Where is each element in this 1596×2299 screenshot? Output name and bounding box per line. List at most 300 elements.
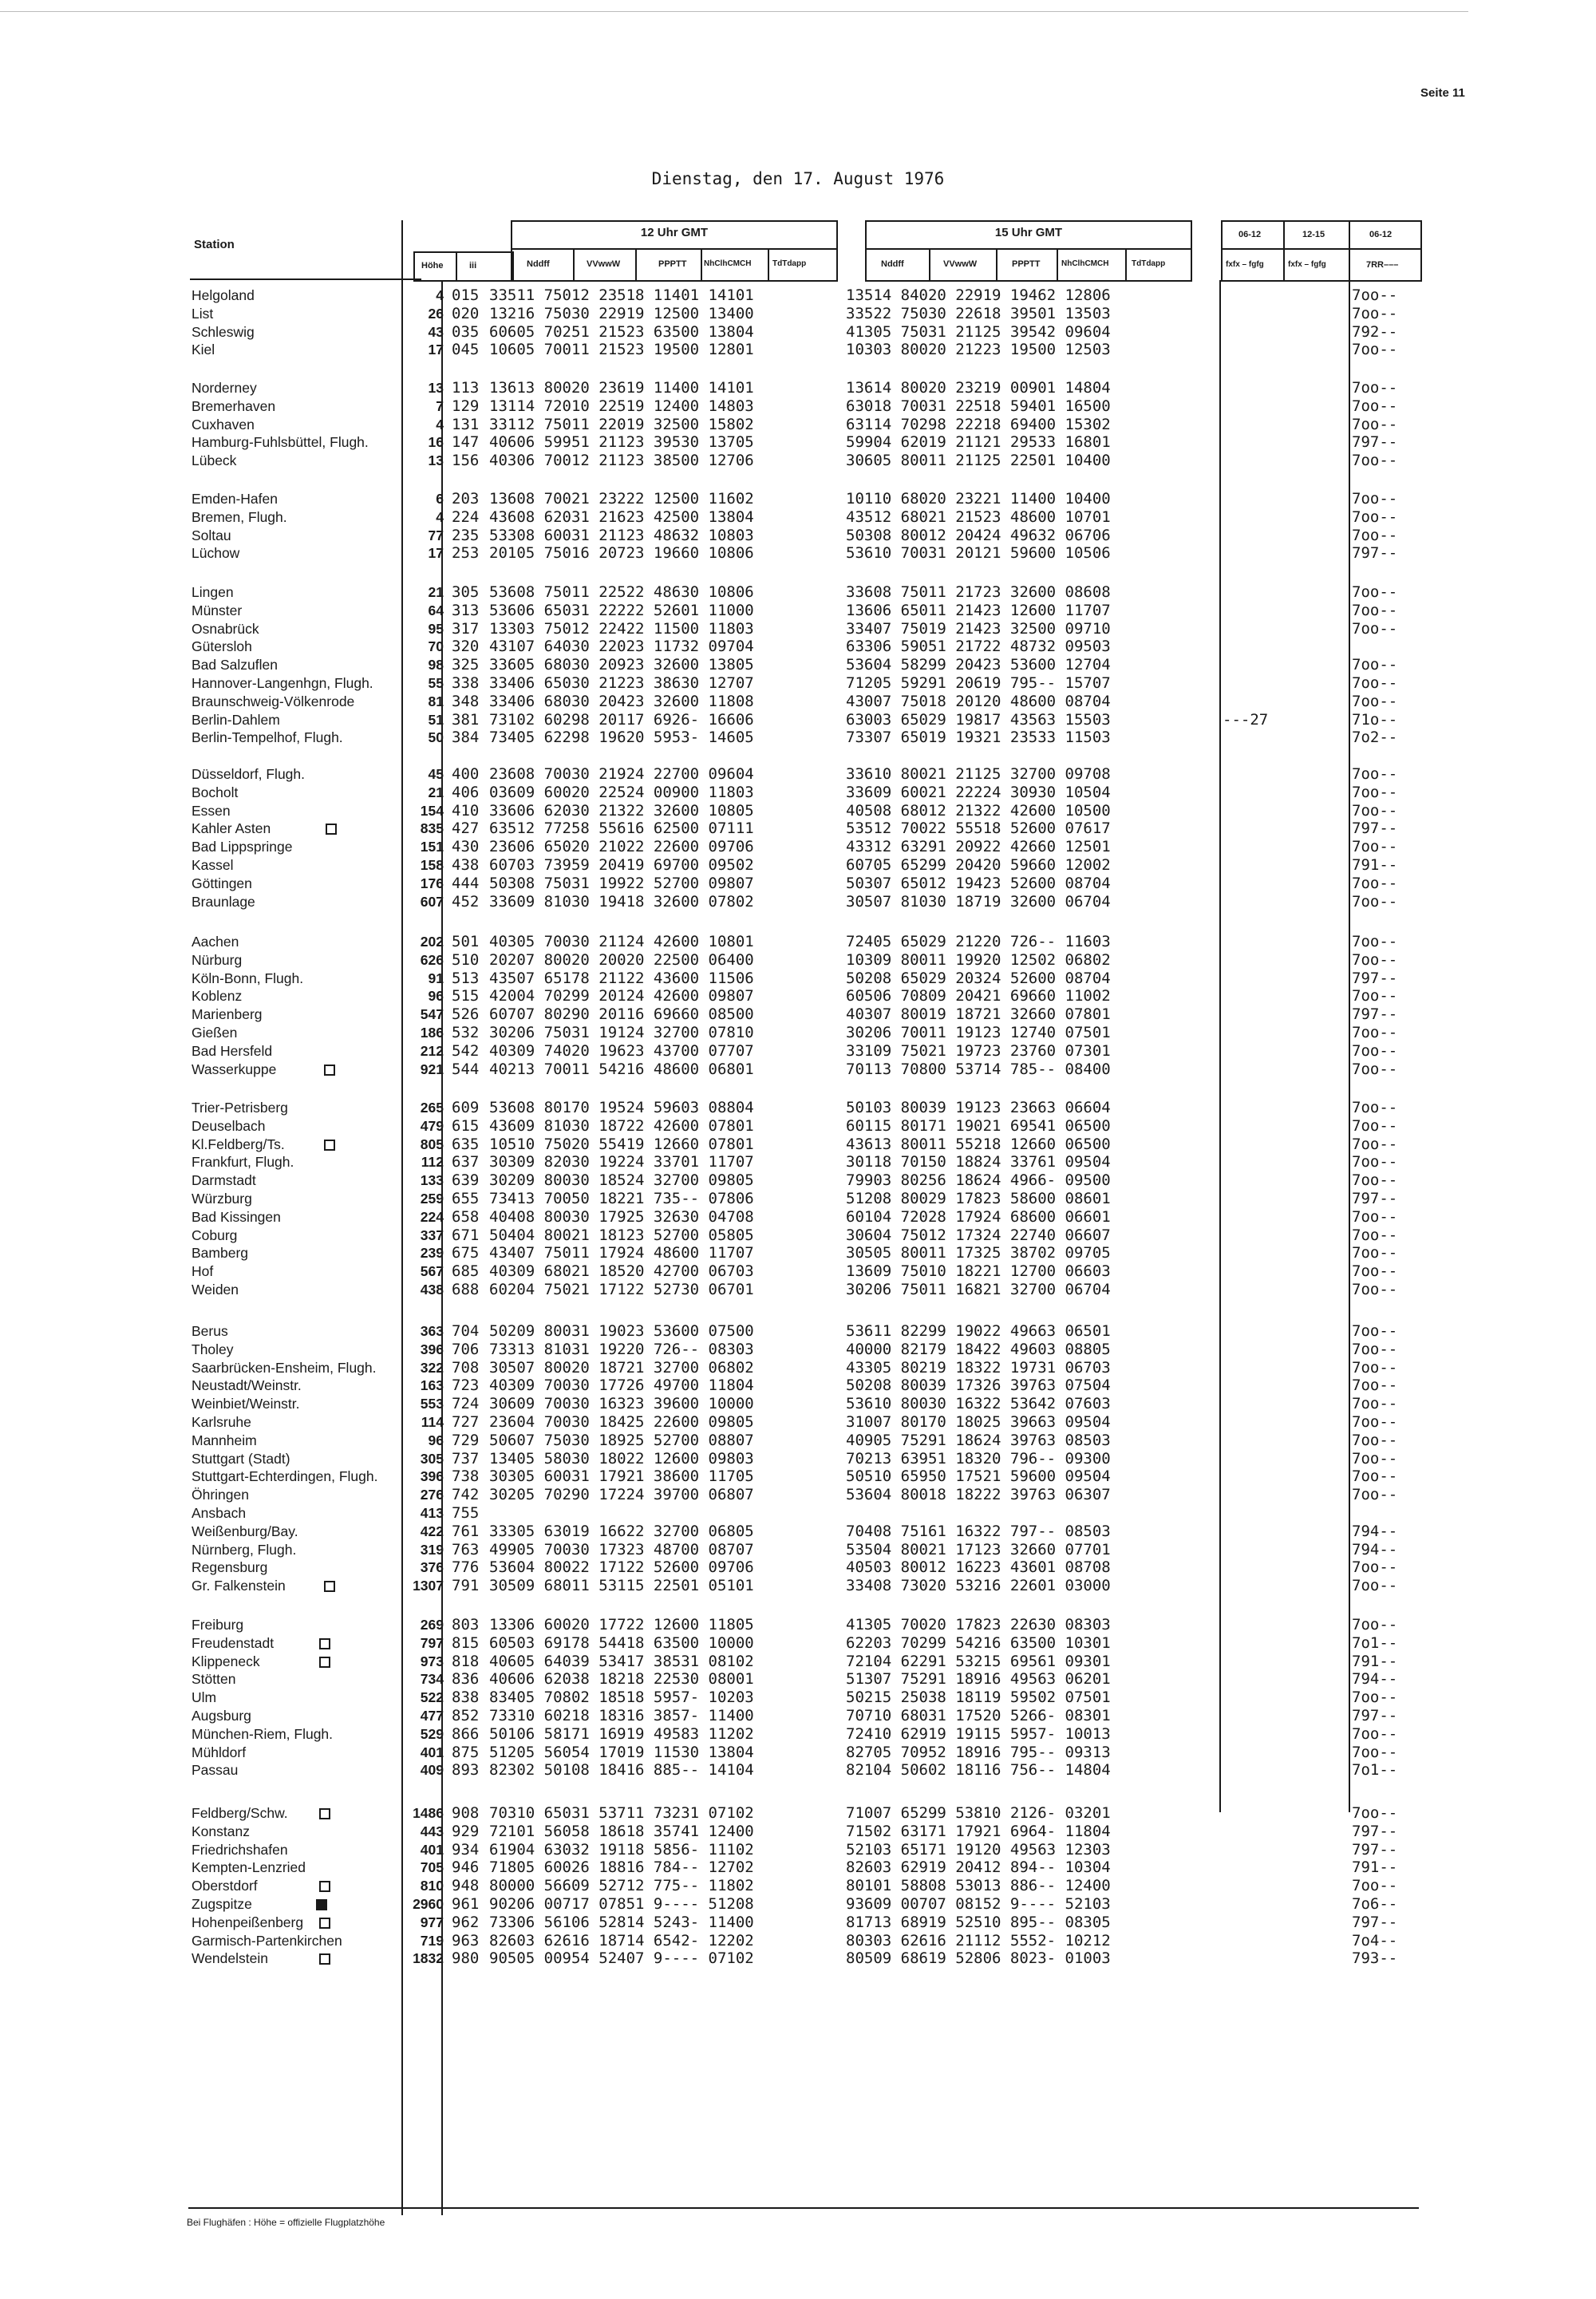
rr-value: 7oo-- bbox=[1352, 1099, 1398, 1116]
data-15-gmt: 40508 68012 21322 42600 10500 bbox=[846, 801, 1111, 820]
top-edge-line bbox=[0, 11, 1468, 12]
data-12-gmt: 60503 69178 54418 63500 10000 bbox=[489, 1633, 754, 1652]
station-hoehe: 55 bbox=[428, 675, 444, 691]
station-name: Garmisch-Partenkirchen bbox=[192, 1932, 342, 1949]
rr-value: 7oo-- bbox=[1352, 1244, 1398, 1262]
station-iii: 156 bbox=[452, 452, 480, 470]
data-15-gmt: 93609 00707 08152 9---- 52103 bbox=[846, 1895, 1111, 1913]
station-iii: 452 bbox=[452, 892, 480, 911]
rr-value: 7oo-- bbox=[1352, 1153, 1398, 1171]
station-hoehe: 154 bbox=[420, 802, 444, 819]
data-15-gmt: 51208 80029 17823 58600 08601 bbox=[846, 1190, 1111, 1207]
station-hoehe: 13 bbox=[428, 380, 444, 396]
station-name: Köln-Bonn, Flugh. bbox=[192, 970, 304, 986]
data-15-gmt: 33610 80021 21125 32700 09708 bbox=[846, 765, 1111, 783]
station-name: Passau bbox=[192, 1762, 239, 1779]
station-iii: 639 bbox=[452, 1171, 480, 1190]
station-name: Koblenz bbox=[192, 988, 243, 1005]
data-15-gmt: 40307 80019 18721 32660 07801 bbox=[846, 1005, 1111, 1024]
station-hoehe: 81 bbox=[428, 693, 444, 709]
station-name: Lüchow bbox=[192, 545, 240, 562]
data-15-gmt: 30206 70011 19123 12740 07501 bbox=[846, 1024, 1111, 1041]
station-iii: 406 bbox=[452, 783, 480, 801]
station-iii: 444 bbox=[452, 874, 480, 892]
rr-value: 7oo-- bbox=[1352, 1207, 1398, 1226]
station-hoehe: 50 bbox=[428, 729, 444, 746]
data-12-gmt: 30205 70290 17224 39700 06807 bbox=[489, 1486, 754, 1504]
header-station: Station bbox=[194, 238, 235, 251]
data-12-gmt: 33406 68030 20423 32600 11808 bbox=[489, 692, 754, 710]
station-iii: 685 bbox=[452, 1262, 480, 1281]
station-hoehe: 239 bbox=[420, 1245, 444, 1262]
rr-value: 7oo-- bbox=[1352, 619, 1398, 638]
rr-value: 7oo-- bbox=[1352, 765, 1398, 783]
rr-value: 7o1-- bbox=[1352, 1761, 1398, 1780]
header-extra-top-1: 06-12 bbox=[1238, 230, 1262, 239]
data-12-gmt: 90206 00717 07851 9---- 51208 bbox=[489, 1895, 754, 1913]
data-12-gmt: 73306 56106 52814 5243- 11400 bbox=[489, 1913, 754, 1931]
station-iii: 791 bbox=[452, 1577, 480, 1595]
data-12-gmt: 30507 80020 18721 32700 06802 bbox=[489, 1358, 754, 1377]
station-iii: 609 bbox=[452, 1099, 480, 1116]
data-12-gmt: 33609 81030 19418 32600 07802 bbox=[489, 892, 754, 911]
rr-value: 7oo-- bbox=[1352, 304, 1398, 322]
station-iii: 946 bbox=[452, 1859, 480, 1877]
rr-value: 7oo-- bbox=[1352, 1467, 1398, 1486]
data-12-gmt: 33305 63019 16622 32700 06805 bbox=[489, 1522, 754, 1540]
data-12-gmt: 13303 75012 22422 11500 11803 bbox=[489, 619, 754, 638]
station-name: Würzburg bbox=[192, 1191, 252, 1207]
station-iii: 381 bbox=[452, 710, 480, 729]
station-iii: 410 bbox=[452, 801, 480, 820]
station-iii: 671 bbox=[452, 1226, 480, 1244]
data-12-gmt: 33112 75011 22019 32500 15802 bbox=[489, 415, 754, 433]
station-hoehe: 547 bbox=[420, 1006, 444, 1023]
rr-value: 7oo-- bbox=[1352, 692, 1398, 710]
station-hoehe: 797 bbox=[420, 1634, 444, 1651]
station-name: Karlsruhe bbox=[192, 1414, 251, 1430]
station-marker-box bbox=[316, 1899, 327, 1910]
data-15-gmt: 30507 81030 18719 32600 06704 bbox=[846, 892, 1111, 911]
data-12-gmt: 33511 75012 23518 11401 14101 bbox=[489, 286, 754, 304]
data-12-gmt: 13216 75030 22919 12500 13400 bbox=[489, 304, 754, 322]
data-15-gmt: 40503 80012 16223 43601 08708 bbox=[846, 1558, 1111, 1577]
station-iii: 320 bbox=[452, 638, 480, 656]
rr-value: 7oo-- bbox=[1352, 1431, 1398, 1449]
station-hoehe: 163 bbox=[420, 1377, 444, 1394]
data-12-gmt: 23606 65020 21022 22600 09706 bbox=[489, 838, 754, 856]
rr-value: 791-- bbox=[1352, 1652, 1398, 1670]
station-hoehe: 4 bbox=[436, 416, 444, 433]
station-name: Schleswig bbox=[192, 323, 255, 340]
data-15-gmt: 10303 80020 21223 19500 12503 bbox=[846, 341, 1111, 359]
station-iii: 513 bbox=[452, 969, 480, 987]
station-name: Lingen bbox=[192, 584, 234, 600]
station-hoehe: 224 bbox=[420, 1208, 444, 1225]
data-12-gmt: 33606 62030 21322 32600 10805 bbox=[489, 801, 754, 820]
station-iii: 129 bbox=[452, 397, 480, 415]
station-iii: 723 bbox=[452, 1377, 480, 1395]
station-marker-box bbox=[324, 1581, 335, 1592]
rr-value: 7oo-- bbox=[1352, 1689, 1398, 1707]
data-12-gmt: 33406 65030 21223 38630 12707 bbox=[489, 674, 754, 692]
header-15-col-5: TdTdapp bbox=[1132, 259, 1166, 268]
station-iii: 838 bbox=[452, 1689, 480, 1707]
station-name: Nürnberg, Flugh. bbox=[192, 1541, 297, 1558]
data-12-gmt: 90505 00954 52407 9---- 07102 bbox=[489, 1949, 754, 1968]
data-15-gmt: 50307 65012 19423 52600 08704 bbox=[846, 874, 1111, 892]
data-12-gmt: 13306 60020 17722 12600 11805 bbox=[489, 1616, 754, 1633]
page-label: Seite 11 bbox=[1420, 86, 1465, 100]
data-15-gmt: 80509 68619 52806 8023- 01003 bbox=[846, 1949, 1111, 1968]
rr-value: 7oo-- bbox=[1352, 1449, 1398, 1467]
station-hoehe: 409 bbox=[420, 1762, 444, 1779]
data-12-gmt: 43608 62031 21623 42500 13804 bbox=[489, 508, 754, 526]
station-iii: 763 bbox=[452, 1540, 480, 1558]
rr-value: 7oo-- bbox=[1352, 1060, 1398, 1078]
station-iii: 704 bbox=[452, 1322, 480, 1340]
station-iii: 532 bbox=[452, 1024, 480, 1041]
station-hoehe: 151 bbox=[420, 839, 444, 855]
data-15-gmt: 10110 68020 23221 11400 10400 bbox=[846, 490, 1111, 508]
station-hoehe: 17 bbox=[428, 545, 444, 562]
station-hoehe: 376 bbox=[420, 1559, 444, 1576]
data-12-gmt: 40606 62038 18218 22530 08001 bbox=[489, 1670, 754, 1689]
rr-column-rule bbox=[1349, 280, 1350, 1812]
header-15-col-1: Nddff bbox=[881, 259, 904, 269]
data-15-gmt: 30505 80011 17325 38702 09705 bbox=[846, 1244, 1111, 1262]
rr-value: 7oo-- bbox=[1352, 933, 1398, 950]
data-12-gmt: 40408 80030 17925 32630 04708 bbox=[489, 1207, 754, 1226]
station-hoehe: 95 bbox=[428, 620, 444, 637]
data-15-gmt: 50308 80012 20424 49632 06706 bbox=[846, 526, 1111, 544]
data-12-gmt: 43507 65178 21122 43600 11506 bbox=[489, 969, 754, 987]
station-iii: 934 bbox=[452, 1840, 480, 1859]
header-12-col-1: Nddff bbox=[527, 259, 550, 269]
col-div bbox=[929, 250, 930, 280]
station-hoehe: 21 bbox=[428, 784, 444, 800]
data-12-gmt: 33605 68030 20923 32600 13805 bbox=[489, 656, 754, 674]
data-12-gmt: 40305 70030 21124 42600 10801 bbox=[489, 933, 754, 950]
rr-value: 7oo-- bbox=[1352, 508, 1398, 526]
rr-value: 7oo-- bbox=[1352, 1116, 1398, 1135]
station-iii: 948 bbox=[452, 1877, 480, 1895]
data-15-gmt: 40000 82179 18422 49603 08805 bbox=[846, 1340, 1111, 1358]
station-name: Gütersloh bbox=[192, 638, 252, 655]
header-15-col-4: NhClhCMCH bbox=[1061, 259, 1109, 268]
station-marker-box bbox=[319, 1918, 330, 1929]
data-12-gmt: 53308 60031 21123 48632 10803 bbox=[489, 526, 754, 544]
station-name: Stötten bbox=[192, 1671, 236, 1688]
rr-value: 7o4-- bbox=[1352, 1931, 1398, 1949]
data-15-gmt: 13606 65011 21423 12600 11707 bbox=[846, 601, 1111, 619]
station-iii: 313 bbox=[452, 601, 480, 619]
data-15-gmt: 80101 58808 53013 886-- 12400 bbox=[846, 1877, 1111, 1895]
station-hoehe: 6 bbox=[436, 491, 444, 507]
rr-value: 7oo-- bbox=[1352, 1724, 1398, 1743]
station-name: Weiden bbox=[192, 1282, 239, 1298]
station-hoehe: 176 bbox=[420, 875, 444, 891]
station-iii: 510 bbox=[452, 950, 480, 969]
station-iii: 980 bbox=[452, 1949, 480, 1968]
station-iii: 515 bbox=[452, 987, 480, 1005]
station-hoehe: 553 bbox=[420, 1396, 444, 1412]
data-12-gmt: 20105 75016 20723 19660 10806 bbox=[489, 544, 754, 563]
rr-value: 7oo-- bbox=[1352, 526, 1398, 544]
station-iii: 203 bbox=[452, 490, 480, 508]
station-hoehe: 522 bbox=[420, 1689, 444, 1706]
data-15-gmt: 81713 68919 52510 895-- 08305 bbox=[846, 1913, 1111, 1931]
rr-value: 71o-- bbox=[1352, 710, 1398, 729]
station-hoehe: 45 bbox=[428, 766, 444, 782]
station-hoehe: 259 bbox=[420, 1191, 444, 1207]
station-iii: 317 bbox=[452, 619, 480, 638]
station-hoehe: 2960 bbox=[413, 1896, 444, 1912]
data-12-gmt: 60605 70251 21523 63500 13804 bbox=[489, 322, 754, 341]
page-title: Dienstag, den 17. August 1976 bbox=[651, 169, 945, 188]
station-hoehe: 626 bbox=[420, 951, 444, 968]
rr-value: 797-- bbox=[1352, 969, 1398, 987]
station-hoehe: 805 bbox=[420, 1136, 444, 1152]
data-15-gmt: 60705 65299 20420 59660 12002 bbox=[846, 856, 1111, 874]
rr-value: 7oo-- bbox=[1352, 1804, 1398, 1822]
station-name: Cuxhaven bbox=[192, 416, 255, 433]
station-iii: 961 bbox=[452, 1895, 480, 1913]
station-name: Münster bbox=[192, 602, 243, 618]
station-iii: 235 bbox=[452, 526, 480, 544]
station-name: Konstanz bbox=[192, 1823, 250, 1839]
data-15-gmt: 80303 62616 21112 5552- 10212 bbox=[846, 1931, 1111, 1949]
data-12-gmt: 71805 60026 18816 784-- 12702 bbox=[489, 1859, 754, 1877]
rr-value: 7oo-- bbox=[1352, 1171, 1398, 1190]
station-hoehe: 26 bbox=[428, 305, 444, 322]
station-hoehe: 319 bbox=[420, 1541, 444, 1558]
station-marker-box bbox=[326, 824, 337, 835]
data-15-gmt: 62203 70299 54216 63500 10301 bbox=[846, 1633, 1111, 1652]
data-15-gmt: 59904 62019 21121 29533 16801 bbox=[846, 433, 1111, 452]
data-15-gmt: 53504 80021 17123 32660 07701 bbox=[846, 1540, 1111, 1558]
data-15-gmt: 71007 65299 53810 2126- 03201 bbox=[846, 1804, 1111, 1822]
data-12-gmt: 10510 75020 55419 12660 07801 bbox=[489, 1135, 754, 1153]
data-15-gmt: 13614 80020 23219 00901 14804 bbox=[846, 379, 1111, 397]
data-12-gmt: 60204 75021 17122 52730 06701 bbox=[489, 1281, 754, 1298]
data-15-gmt: 30605 80011 21125 22501 10400 bbox=[846, 452, 1111, 470]
header-12-col-2: VVwwW bbox=[587, 259, 621, 269]
data-12-gmt: 40606 59951 21123 39530 13705 bbox=[489, 433, 754, 452]
station-name: Stuttgart-Echterdingen, Flugh. bbox=[192, 1468, 378, 1485]
data-12-gmt: 72101 56058 18618 35741 12400 bbox=[489, 1822, 754, 1840]
station-name: Weinbiet/Weinstr. bbox=[192, 1396, 300, 1412]
data-15-gmt: 30118 70150 18824 33761 09504 bbox=[846, 1153, 1111, 1171]
station-iii: 427 bbox=[452, 820, 480, 838]
station-name: Wendelstein bbox=[192, 1950, 268, 1967]
station-name: Ansbach bbox=[192, 1505, 247, 1521]
station-name: Gießen bbox=[192, 1025, 238, 1041]
station-iii: 637 bbox=[452, 1153, 480, 1171]
station-hoehe: 77 bbox=[428, 527, 444, 543]
station-iii: 655 bbox=[452, 1190, 480, 1207]
rr-value: 797-- bbox=[1352, 1005, 1398, 1024]
station-iii: 742 bbox=[452, 1486, 480, 1504]
station-hoehe: 202 bbox=[420, 934, 444, 950]
station-marker-box bbox=[324, 1065, 335, 1076]
data-12-gmt: 13114 72010 22519 12400 14803 bbox=[489, 397, 754, 415]
data-12-gmt: 83405 70802 18518 5957- 10203 bbox=[489, 1689, 754, 1707]
station-name: Regensburg bbox=[192, 1559, 268, 1576]
header-extra-top-2: 12-15 bbox=[1302, 230, 1325, 239]
data-15-gmt: 51307 75291 18916 49563 06201 bbox=[846, 1670, 1111, 1689]
station-name: Emden-Hafen bbox=[192, 491, 278, 507]
station-iii: 962 bbox=[452, 1913, 480, 1931]
station-name: Essen bbox=[192, 802, 231, 819]
station-name: Bad Hersfeld bbox=[192, 1042, 273, 1059]
station-name: Bremen, Flugh. bbox=[192, 508, 287, 525]
data-12-gmt: 30309 82030 19224 33701 11707 bbox=[489, 1153, 754, 1171]
rr-value: 7o2-- bbox=[1352, 729, 1398, 747]
station-name: Wasserkuppe bbox=[192, 1061, 277, 1077]
header-15-split bbox=[865, 248, 1192, 250]
station-iii: 253 bbox=[452, 544, 480, 563]
station-iii: 737 bbox=[452, 1449, 480, 1467]
station-name: Neustadt/Weinstr. bbox=[192, 1377, 302, 1394]
data-15-gmt: 30604 75012 17324 22740 06607 bbox=[846, 1226, 1111, 1244]
station-name: Braunlage bbox=[192, 893, 255, 910]
station-iii: 035 bbox=[452, 322, 480, 341]
data-12-gmt: 61904 63032 19118 5856- 11102 bbox=[489, 1840, 754, 1859]
rr-value: 797-- bbox=[1352, 1840, 1398, 1859]
data-15-gmt: 50208 80039 17326 39763 07504 bbox=[846, 1377, 1111, 1395]
data-15-gmt: 53604 80018 18222 39763 06307 bbox=[846, 1486, 1111, 1504]
data-15-gmt: 60104 72028 17924 68600 06601 bbox=[846, 1207, 1111, 1226]
data-15-gmt: 13609 75010 18221 12700 06603 bbox=[846, 1262, 1111, 1281]
data-15-gmt: 43007 75018 20120 48600 08704 bbox=[846, 692, 1111, 710]
station-iii: 963 bbox=[452, 1931, 480, 1949]
data-15-gmt: 70113 70800 53714 785-- 08400 bbox=[846, 1060, 1111, 1078]
rr-value: 7oo-- bbox=[1352, 1577, 1398, 1595]
station-iii: 045 bbox=[452, 341, 480, 359]
station-name: Aachen bbox=[192, 934, 239, 950]
data-15-gmt: 70213 63951 18320 796-- 09300 bbox=[846, 1449, 1111, 1467]
station-hoehe: 13 bbox=[428, 452, 444, 469]
data-15-gmt: 33109 75021 19723 23760 07301 bbox=[846, 1041, 1111, 1060]
station-iii: 724 bbox=[452, 1395, 480, 1413]
col-div bbox=[701, 250, 702, 280]
data-12-gmt: 53604 80022 17122 52600 09706 bbox=[489, 1558, 754, 1577]
station-hoehe: 269 bbox=[420, 1617, 444, 1633]
rr-value: 797-- bbox=[1352, 1707, 1398, 1724]
station-hoehe: 21 bbox=[428, 584, 444, 600]
station-name: München-Riem, Flugh. bbox=[192, 1725, 334, 1742]
station-hoehe: 17 bbox=[428, 342, 444, 358]
rr-value: 797-- bbox=[1352, 1190, 1398, 1207]
header-hoehe: Höhe bbox=[421, 261, 444, 271]
data-12-gmt: 50308 75031 19922 52700 09807 bbox=[489, 874, 754, 892]
data-12-gmt: 20207 80020 20020 22500 06400 bbox=[489, 950, 754, 969]
data-12-gmt: 51205 56054 17019 11530 13804 bbox=[489, 1743, 754, 1761]
station-hoehe: 705 bbox=[420, 1859, 444, 1876]
data-15-gmt: 79903 80256 18624 4966- 09500 bbox=[846, 1171, 1111, 1190]
station-hoehe: 567 bbox=[420, 1263, 444, 1280]
data-12-gmt: 82302 50108 18416 885-- 14104 bbox=[489, 1761, 754, 1780]
station-iii: 688 bbox=[452, 1281, 480, 1298]
data-12-gmt: 30206 75031 19124 32700 07810 bbox=[489, 1024, 754, 1041]
station-iii: 908 bbox=[452, 1804, 480, 1822]
rr-value: 7oo-- bbox=[1352, 1262, 1398, 1281]
station-name: Kahler Asten bbox=[192, 820, 271, 837]
header-iii: iii bbox=[469, 261, 477, 271]
data-12-gmt: 13613 80020 23619 11400 14101 bbox=[489, 379, 754, 397]
station-marker-box bbox=[319, 1881, 330, 1892]
rr-value: 7oo-- bbox=[1352, 1041, 1398, 1060]
station-iii: 875 bbox=[452, 1743, 480, 1761]
data-15-gmt: 70408 75161 16322 797-- 08503 bbox=[846, 1522, 1111, 1540]
rr-value: 7oo-- bbox=[1352, 874, 1398, 892]
data-15-gmt: 50208 65029 20324 52600 08704 bbox=[846, 969, 1111, 987]
station-name: Saarbrücken-Ensheim, Flugh. bbox=[192, 1359, 377, 1376]
station-hoehe: 114 bbox=[421, 1414, 444, 1430]
station-hoehe: 810 bbox=[420, 1878, 444, 1894]
data-15-gmt: 82603 62919 20412 894-- 10304 bbox=[846, 1859, 1111, 1877]
station-hoehe: 305 bbox=[420, 1450, 444, 1467]
station-hoehe: 401 bbox=[420, 1841, 444, 1858]
station-name: Hohenpeißenberg bbox=[192, 1914, 304, 1930]
header-underline bbox=[190, 278, 421, 280]
station-hoehe: 51 bbox=[428, 711, 444, 728]
rr-value: 7oo-- bbox=[1352, 783, 1398, 801]
station-hoehe: 973 bbox=[420, 1653, 444, 1669]
data-12-gmt: 40213 70011 54216 48600 06801 bbox=[489, 1060, 754, 1078]
data-15-gmt: 73307 65019 19321 23533 11503 bbox=[846, 729, 1111, 747]
rr-value: 797-- bbox=[1352, 820, 1398, 838]
data-12-gmt: 53606 65031 22222 52601 11000 bbox=[489, 601, 754, 619]
data-12-gmt: 03609 60020 22524 00900 11803 bbox=[489, 783, 754, 801]
station-iii: 675 bbox=[452, 1244, 480, 1262]
station-name: Göttingen bbox=[192, 875, 252, 891]
station-name: Kempten-Lenzried bbox=[192, 1859, 306, 1876]
station-hoehe: 186 bbox=[420, 1025, 444, 1041]
station-name: Düsseldorf, Flugh. bbox=[192, 766, 306, 782]
station-iii: 738 bbox=[452, 1467, 480, 1486]
data-15-gmt: 63114 70298 22218 69400 15302 bbox=[846, 415, 1111, 433]
station-marker-box bbox=[319, 1808, 330, 1819]
rr-value: 7oo-- bbox=[1352, 490, 1398, 508]
rr-value: 792-- bbox=[1352, 322, 1398, 341]
data-12-gmt: 82603 62616 18714 6542- 12202 bbox=[489, 1931, 754, 1949]
data-12-gmt: 70310 65031 53711 73231 07102 bbox=[489, 1804, 754, 1822]
station-name: Soltau bbox=[192, 527, 231, 543]
station-hoehe: 337 bbox=[420, 1227, 444, 1243]
data-15-gmt: 53611 82299 19022 49663 06501 bbox=[846, 1322, 1111, 1340]
station-name: Norderney bbox=[192, 380, 257, 396]
station-iii: 706 bbox=[452, 1340, 480, 1358]
station-name: Nürburg bbox=[192, 951, 243, 968]
data-15-gmt: 41305 70020 17823 22630 08303 bbox=[846, 1616, 1111, 1633]
data-12-gmt: 73405 62298 19620 5953- 14605 bbox=[489, 729, 754, 747]
extra-value: ---27 bbox=[1223, 710, 1269, 729]
station-hoehe: 133 bbox=[420, 1172, 444, 1189]
rr-value: 7oo-- bbox=[1352, 452, 1398, 470]
rr-value: 7oo-- bbox=[1352, 892, 1398, 911]
station-marker-box bbox=[324, 1140, 335, 1151]
rr-value: 7oo-- bbox=[1352, 1024, 1398, 1041]
station-iii: 803 bbox=[452, 1616, 480, 1633]
station-hoehe: 212 bbox=[420, 1042, 444, 1059]
station-name: Darmstadt bbox=[192, 1172, 256, 1189]
data-15-gmt: 63018 70031 22518 59401 16500 bbox=[846, 397, 1111, 415]
data-12-gmt: 40306 70012 21123 38500 12706 bbox=[489, 452, 754, 470]
station-hoehe: 276 bbox=[420, 1487, 444, 1503]
station-name: Berus bbox=[192, 1323, 228, 1339]
